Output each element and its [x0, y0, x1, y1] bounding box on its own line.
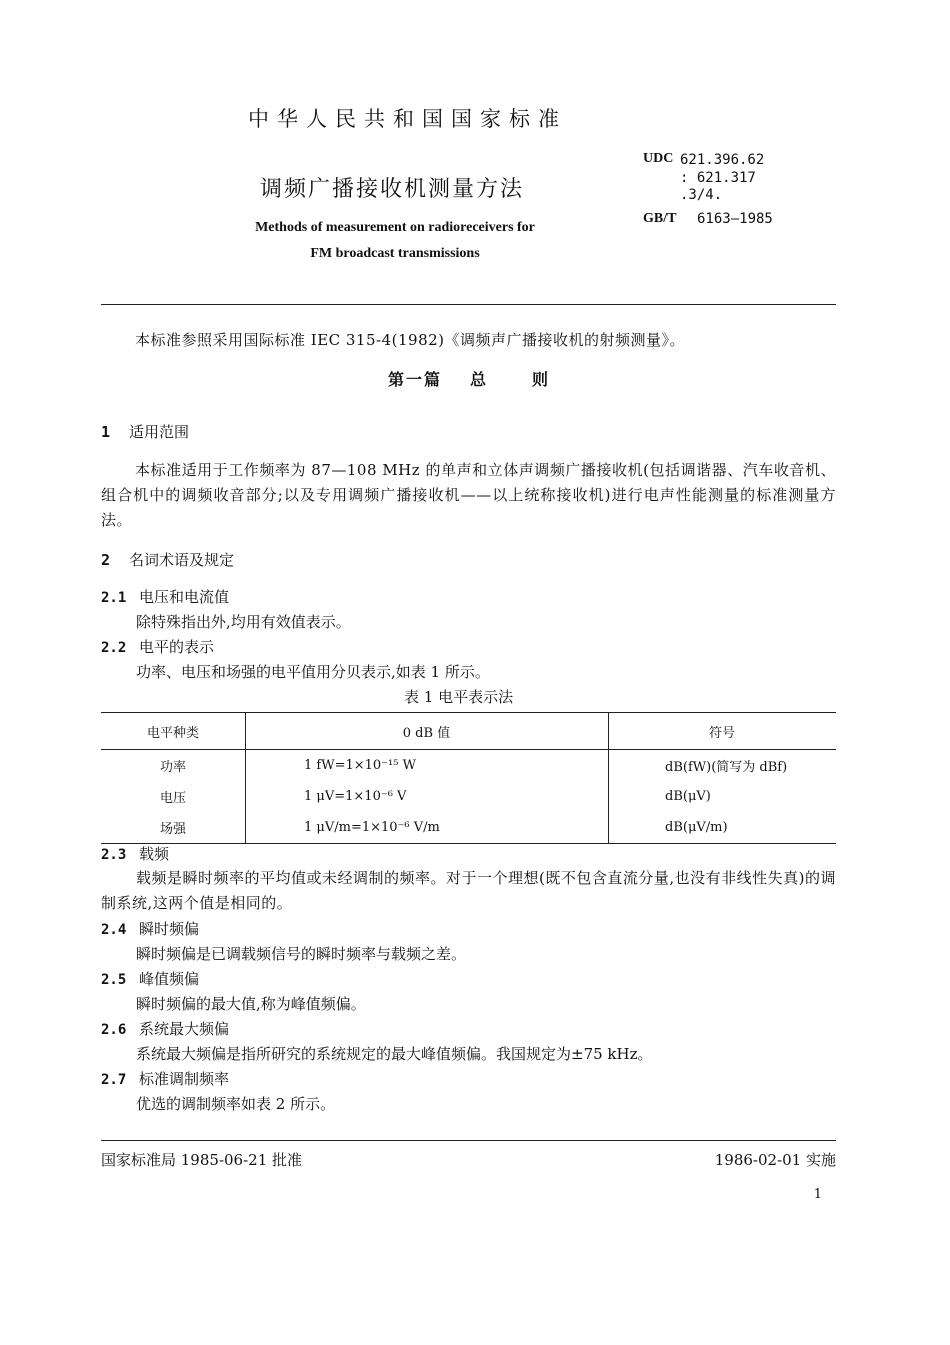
subsection-title: 瞬时频偏	[139, 920, 200, 938]
table-cell: 1 μV/m=1×10⁻⁶ V/m	[246, 812, 609, 844]
subsection-number: 2.4	[101, 922, 127, 938]
header-divider	[101, 304, 836, 305]
subsection-title: 电压和电流值	[139, 588, 230, 606]
section-title: 名词术语及规定	[129, 551, 235, 569]
table-header-row	[101, 713, 836, 750]
section-1-body: 本标准适用于工作频率为 87—108 MHz 的单声和立体声调频广播接收机(包括调谐器、汽车收音机、组合机中的调频收音部分;以及专用调频广播接收机——以上统称接收机)进行电声性能测量的标准测量方法。	[101, 461, 836, 529]
table-cell: 功率	[159, 760, 186, 775]
level-table	[101, 712, 836, 844]
subsection-2-2-body: 功率、电压和场强的电平值用分贝表示,如表 1 所示。	[136, 663, 490, 681]
subsection-2-1-body: 除特殊指出外,均用有效值表示。	[136, 613, 351, 631]
subsection-title: 标准调制频率	[139, 1070, 230, 1088]
part-title-a: 第一篇	[388, 370, 443, 389]
udc-label: UDC	[643, 151, 674, 166]
approval-date: 国家标准局 1985-06-21 批准	[101, 1151, 303, 1169]
table-cell: 场强	[101, 812, 246, 844]
table-cell: 1 fW=1×10⁻¹⁵ W	[246, 750, 609, 782]
subsection-2-4-heading	[101, 918, 199, 939]
section-2-heading	[101, 549, 234, 570]
page-number: 1	[813, 1187, 822, 1202]
table-row	[101, 750, 836, 782]
reference-statement: 本标准参照采用国际标准 IEC 315-4(1982)《调频声广播接收机的射频测量》。	[135, 331, 686, 349]
gb-label: GB/T	[643, 211, 677, 226]
section-number: 1	[101, 423, 111, 441]
udc-code-line2: : 621.317	[680, 170, 756, 186]
subsection-title: 系统最大频偏	[139, 1020, 230, 1038]
section-1-heading	[101, 421, 189, 442]
subsection-2-7-heading	[101, 1068, 229, 1089]
table-header-cell: 电平种类	[101, 713, 246, 750]
udc-code-line1: 621.396.62	[680, 152, 765, 168]
section-number: 2	[101, 551, 111, 569]
subsection-number: 2.1	[101, 590, 127, 606]
table-header-cell: 0 dB 值	[246, 713, 609, 750]
subsection-number: 2.2	[101, 640, 127, 656]
subsection-2-4-body: 瞬时频偏是已调载频信号的瞬时频率与载频之差。	[136, 945, 467, 963]
table-1-caption: 表 1 电平表示法	[404, 688, 514, 706]
table-cell: dB(μV/m)	[609, 812, 837, 844]
table-cell: 1 μV=1×10⁻⁶ V	[246, 781, 609, 812]
national-standard-heading: 中华人民共和国国家标准	[248, 107, 567, 131]
table-row	[101, 812, 836, 844]
subsection-2-3-heading	[101, 843, 169, 864]
subsection-number: 2.3	[101, 847, 127, 863]
document-title-en-line1: Methods of measurement on radioreceivers for	[255, 220, 535, 235]
document-title-en-line2: FM broadcast transmissions	[310, 246, 480, 261]
document-title-cn: 调频广播接收机测量方法	[260, 177, 525, 202]
subsection-number: 2.5	[101, 972, 127, 988]
udc-code-line3: .3/4.	[680, 187, 723, 203]
table-cell: dB(μV)	[609, 781, 837, 812]
subsection-2-6-body: 系统最大频偏是指所研究的系统规定的最大峰值频偏。我国规定为±75 kHz。	[136, 1045, 653, 1063]
subsection-2-5-body: 瞬时频偏的最大值,称为峰值频偏。	[136, 995, 366, 1013]
subsection-2-2-heading	[101, 636, 214, 657]
subsection-2-6-heading	[101, 1018, 229, 1039]
subsection-number: 2.6	[101, 1022, 127, 1038]
subsection-2-3-body: 载频是瞬时频率的平均值或未经调制的频率。对于一个理想(既不包含直流分量,也没有非线性失真)的调制系统,这两个值是相同的。	[101, 869, 836, 912]
table-cell: 电压	[159, 791, 186, 806]
subsection-title: 峰值频偏	[139, 970, 200, 988]
subsection-2-5-heading	[101, 968, 199, 989]
table-row	[101, 781, 836, 812]
table-header-cell: 符号	[609, 713, 837, 750]
part-title-c: 则	[532, 370, 551, 389]
footer-divider	[101, 1140, 836, 1141]
part-title-b: 总	[470, 370, 489, 389]
subsection-2-1-heading	[101, 586, 229, 607]
table-cell: dB(fW)(简写为 dBf)	[609, 750, 837, 782]
section-title: 适用范围	[129, 423, 190, 441]
effective-date: 1986-02-01 实施	[714, 1151, 836, 1169]
subsection-2-7-body: 优选的调制频率如表 2 所示。	[136, 1095, 336, 1113]
subsection-title: 电平的表示	[139, 638, 215, 656]
subsection-number: 2.7	[101, 1072, 127, 1088]
subsection-title: 载频	[139, 845, 170, 863]
part-title	[388, 367, 550, 390]
gb-standard-code: 6163—1985	[697, 211, 773, 227]
